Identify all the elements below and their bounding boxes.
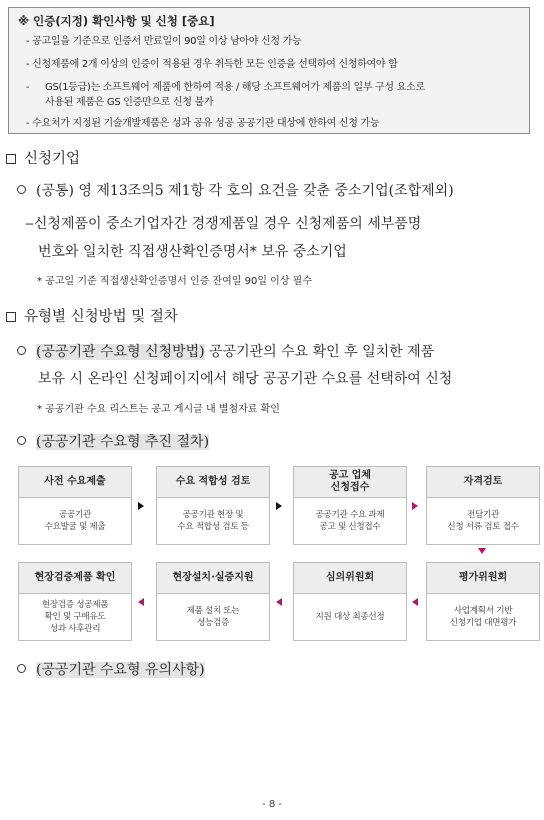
flow-step-title: 현장검증제품 확인 — [19, 563, 131, 594]
notice-item: - 공고일을 기준으로 인증서 만료일이 90일 이상 남아야 신청 가능 — [26, 36, 302, 47]
page-number: - 8 - — [262, 799, 282, 810]
arrow-left-icon — [412, 598, 418, 606]
arrow-left-icon — [276, 598, 282, 606]
arrow-right-icon — [138, 502, 144, 510]
notice-item: GS(1등급)는 소프트웨어 제품에 한하여 적용 / 해당 소프트웨어가 제품의 일부 구성 요소로 — [45, 82, 425, 93]
circle-bullet-icon — [17, 185, 26, 194]
section-title: 신청기업 — [24, 151, 81, 167]
notice-item-cont: 사용된 제품은 GS 인증만으로 신청 불가 — [45, 97, 214, 108]
notice-box — [8, 7, 530, 134]
flow-step-suitability — [156, 466, 270, 545]
procedure-heading — [17, 431, 209, 451]
flow-step-title: 평가위원회 — [427, 563, 539, 594]
item-text: 공공기관의 수요 확인 후 일치한 제품 — [204, 344, 435, 360]
flow-step-desc: 공공기관 현장 및 수요 적합성 검토 등 — [177, 510, 249, 532]
flow-step-title: 수요 적합성 검토 — [157, 467, 269, 498]
arrow-left-icon — [138, 598, 144, 606]
arrow-right-icon — [276, 502, 282, 510]
circle-bullet-icon — [17, 436, 26, 445]
flow-step-title: 공고 업체 신청접수 — [294, 467, 406, 498]
highlight-text: (공공기관 수요형 추진 절차) — [36, 434, 210, 450]
flow-step-desc: 현장검증 성공제품 확인 및 구매유도 성과 사후관리 — [41, 600, 109, 634]
flow-step-deliberation — [293, 562, 407, 641]
method-item-cont: 보유 시 온라인 신청페이지에서 해당 공공기관 수요를 선택하여 신청 — [38, 371, 453, 387]
flow-step-qualification — [426, 466, 540, 545]
item-text: (공통) 영 제13조의5 제1항 각 호의 요건을 갖춘 중소기업(조합제외) — [36, 183, 454, 199]
section-title: 유형별 신청방법 및 절차 — [24, 309, 178, 325]
arrow-down-icon — [478, 548, 486, 554]
notice-title: ※ 인증(지정) 확인사항 및 신청 [중요] — [18, 14, 215, 28]
flow-step-evaluation — [426, 562, 540, 641]
flow-step-desc: 전담기관 신청 서류 검토 접수 — [447, 510, 519, 532]
flow-step-desc: 지원 대상 최종선정 — [315, 612, 385, 622]
highlight-text: (공공기관 수요형 유의사항) — [36, 662, 205, 678]
notice-item-dash: - — [26, 82, 30, 93]
method-footnote: * 공공기관 수요 리스트는 공고 게시글 내 별첨자료 확인 — [37, 404, 280, 415]
method-item — [17, 341, 434, 361]
notice-item: - 신청제품에 2개 이상의 인증이 적용된 경우 취득한 모든 인증을 선택하여 신청하여야 함 — [26, 59, 398, 70]
flow-step-desc: 제품 설치 또는 성능검증 — [186, 606, 240, 628]
flow-step-desc: 공공기관 수요발굴 및 제출 — [44, 510, 106, 532]
flow-step-title: 사전 수요제출 — [19, 467, 131, 498]
flow-step-title: 현장설치·실증지원 — [157, 563, 269, 594]
flow-step-desc: 공공기관 수요 과제 공고 및 신청접수 — [315, 510, 385, 532]
flow-step-announcement — [293, 466, 407, 545]
applicant-item-common — [17, 180, 454, 200]
applicant-item-sub: ‒신청제품이 중소기업자간 경쟁제품일 경우 신청제품의 세부품명 — [25, 216, 422, 232]
circle-bullet-icon — [17, 664, 26, 673]
applicant-footnote: * 공고일 기준 직접생산확인증명서 인증 잔여일 90일 이상 필수 — [37, 276, 312, 287]
circle-bullet-icon — [17, 346, 26, 355]
flow-step-title: 심의위원회 — [294, 563, 406, 594]
arrow-right-icon — [412, 502, 418, 510]
caution-heading — [17, 659, 205, 679]
flow-step-installation — [156, 562, 270, 641]
highlight-text: (공공기관 수요형 신청방법) — [36, 344, 205, 360]
section-heading-method — [6, 305, 178, 326]
flow-step-title: 자격검토 — [427, 467, 539, 498]
flow-step-desc: 사업계획서 기반 신청기업 대면평가 — [449, 606, 517, 628]
applicant-item-sub-cont: 번호와 일치한 직접생산확인증명서* 보유 중소기업 — [38, 244, 347, 260]
flow-step-product-check — [18, 562, 132, 641]
notice-item: - 수요처가 지정된 기술개발제품은 성과 공유 성공 공공기관 대상에 한하여 신청 가능 — [26, 118, 380, 129]
square-bullet-icon — [6, 154, 16, 164]
flow-step-pre-demand — [18, 466, 132, 545]
section-heading-applicant — [6, 147, 80, 168]
square-bullet-icon — [6, 312, 16, 322]
